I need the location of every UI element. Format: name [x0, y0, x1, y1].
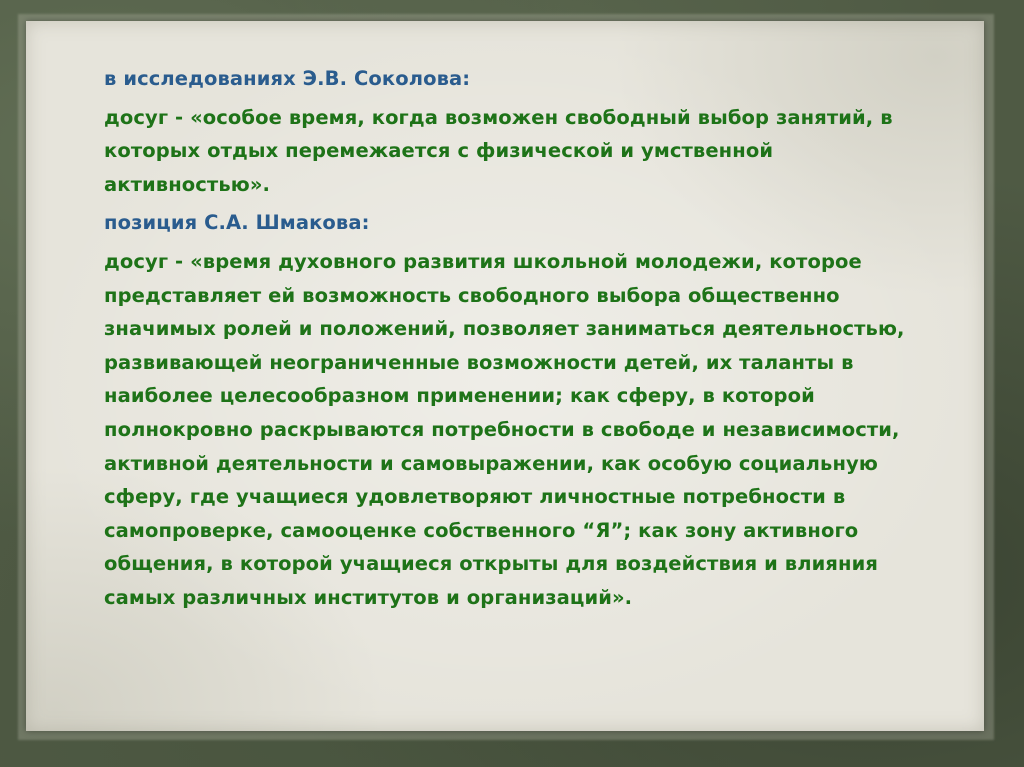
heading-shmakov: позиция С.А. Шмакова: [104, 211, 370, 235]
definition-shmakov: досуг - «время духовного развития школьной молодежи, которое представляет ей возможность свободного выбора общественно значимых ролей и положений, позволяет заниматься деятельностью, развивающей неограниченные возможности детей, их таланты в наиболее целесообразном применении; как сферу, в которой полнокровно раскрываются потребности в свободе и независимости, активной деятельности и самовыражении, как особую социальную сферу, где учащиеся удовлетворяют личностные потребности в самопроверке, самооценке собственного “Я”; как зону активного общения, в которой учащиеся открыты для воздействия и влияния самых различных институтов и организаций». [104, 249, 905, 609]
heading-sokolov: в исследованиях Э.В. Соколова: [104, 67, 471, 90]
definition-sokolov: досуг - «особое время, когда возможен свободный выбор занятий, в которых отдых перемежается с физической и умственной активностью». [104, 105, 893, 196]
slide-text-content [104, 62, 914, 620]
